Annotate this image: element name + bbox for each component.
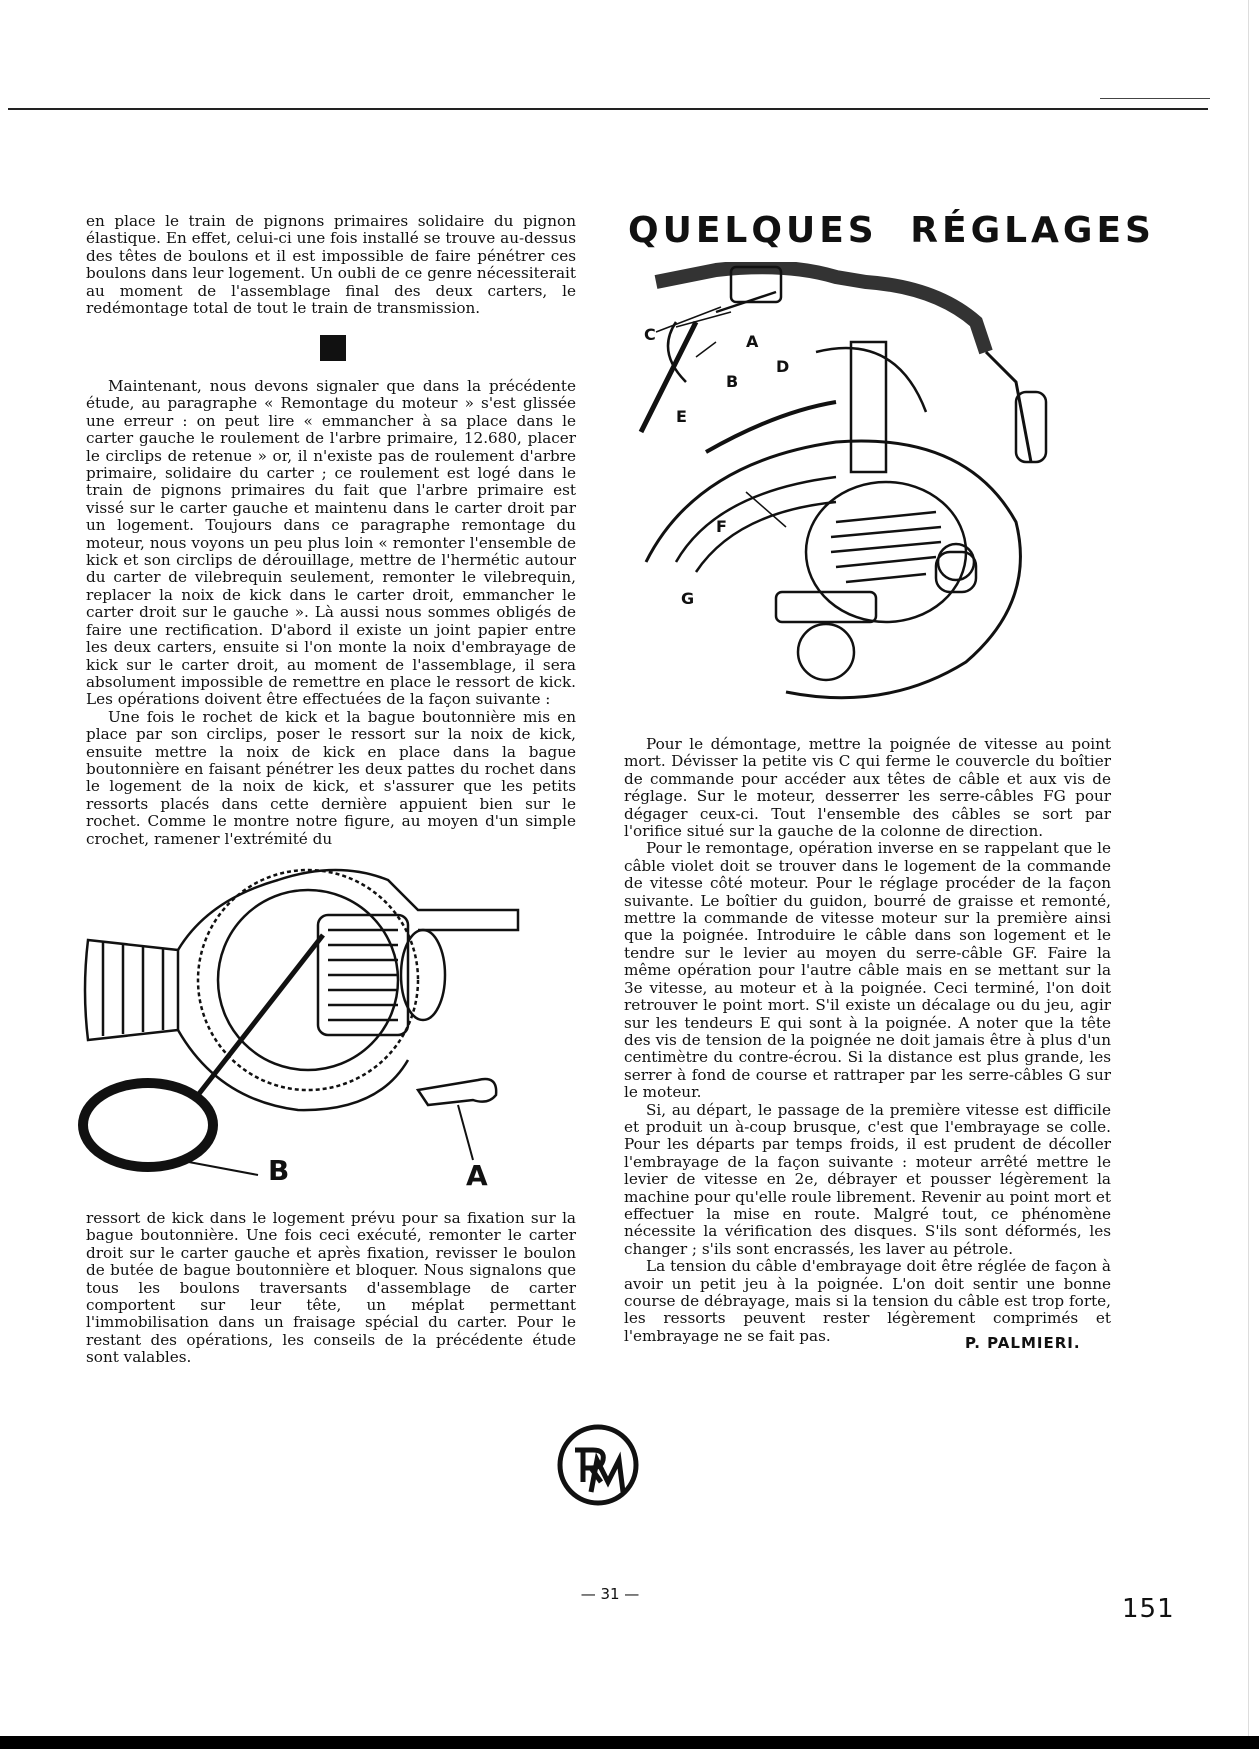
article-title: QUELQUES RÉGLAGES — [628, 210, 1155, 251]
steering-column — [851, 342, 886, 472]
left-intro-text — [86, 213, 576, 317]
fan-grille — [831, 512, 941, 582]
label-c: C — [644, 325, 656, 344]
pointer-a — [458, 1105, 473, 1160]
section-separator-square — [320, 335, 346, 361]
handlebar-engine-figure — [636, 262, 1110, 724]
body-paragraph-2: Une fois le rochet de kick et la bague boutonnière mis en place par son circlips, poser le ressort sur la noix de kick, ensuite mettre la noix de kick en place dans la bague boutonnière en faisant pénétrer les deux pattes du rochet dans le logement de la noix de kick, et s'assurer que les petits ressorts placés dans cette dernière appuient bien sur le rochet. Comme le montre notre figure, au moyen d'un simple crochet, ramener l'extrémité du — [86, 707, 576, 848]
handlebar-bar — [656, 267, 986, 352]
label-e: E — [676, 407, 687, 426]
label-g: G — [681, 589, 695, 608]
right-paragraph-3: Si, au départ, le passage de la première vitesse est difficile et produit un à-coup brusque, c'est que l'embrayage se colle. Pour les départs par temps froids, il est prudent de décoller l'embrayage de la façon suivante : moteur arrêté mettre le levier de vitesse en 2e, débrayer et pousser légèrement la machine pour qu'elle roule librement. Revenir au point mort et effectuer la mise en route. Malgré tout, ce phénomène nécessite la vérification des disques. S'ils sont déformés, les changer ; s'ils sont encrassés, les laver au pétrole. — [624, 1100, 1111, 1258]
label-a: A — [466, 1159, 488, 1190]
inner-ring — [218, 890, 398, 1070]
spring-coils — [328, 930, 398, 1020]
rm-logo — [553, 1420, 643, 1510]
hook-ring — [83, 1083, 213, 1167]
part-a-shape — [418, 1079, 496, 1105]
scan-edge — [1248, 0, 1259, 1749]
cowl-line-1 — [676, 477, 836, 562]
scan-bottom-border — [0, 1736, 1259, 1749]
right-paragraph-1: Pour le démontage, mettre la poignée de vitesse au point mort. Dévisser la petite vis C qui ferme le couvercle du boîtier de commande pour accéder aux têtes de câble et aux vis de réglage. Sur le moteur, desserrer les serre-câbles FG pour dégager ceux-ci. Tout l'ensemble des câbles se sort par l'orifice situé sur la gauche de la colonne de direction. — [624, 735, 1111, 841]
left-body-text — [86, 378, 576, 848]
tail-paragraph: ressort de kick dans le logement prévu pour sa fixation sur la bague boutonnière. Une fois ceci exécuté, remonter le carter droit sur le carter gauche et après fixation, revisser le boulon de butée de bague boutonnière et bloquer. Nous signalons que tous les boulons traversants d'assemblage de carter comportent sur leur tête, un méplat permettant l'immobilisation dans un fraisage spécial du carter. Pour le restant des opérations, les conseils de la précédente étude sont valables. — [86, 1209, 576, 1367]
handlebar-right — [986, 352, 1031, 462]
intro-paragraph: en place le train de pignons primaires solidaire du pignon élastique. En effet, celui-ci une fois installé se trouve au-dessus des têtes de boulons et il est impossible de faire pénétrer ces boulons dans leur logement. Un oubli de ce genre nécessiterait au moment de l'assemblage final des deux carters, le redémontage total de tout le train de transmission. — [86, 212, 576, 318]
body-paragraph-1: Maintenant, nous devons signaler que dans la précédente étude, au paragraphe « Remontage du moteur » s'est glissée une erreur : on peut lire « emmancher à sa place dans le carter gauche le roulement de l'arbre primaire, 12.680, placer le circlips de retenue » or, il n'existe pas de roulement d'arbre primaire, solidaire du carter ; ce roulement est logé dans le train de pignons primaires du fait que l'arbre primaire est vissé sur le carter gauche et maintenu dans le carter droit par un logement. Toujours dans ce paragraphe remontage du moteur, nous voyons un peu plus loin « remonter l'ensemble de kick et son circlips de dérouillage, mettre de l'hermétic autour du carter de vilebrequin seulement, remonter le vilebrequin, replacer la noix de kick dans le carter droit, emmancher le carter droit sur le gauche ». Là aussi nous sommes obligés de faire une rectification. D'abord il existe un joint papier entre les deux carters, ensuite si l'on monte la noix d'embrayage de kick sur le carter droit, au moment de l'assemblage, il sera absolument impossible de remettre en place le ressort de kick. Les opérations doivent être effectuées de la façon suivante : — [86, 377, 576, 709]
label-d: D — [776, 357, 790, 376]
label-b: B — [268, 1154, 290, 1187]
pointer-f — [746, 492, 786, 527]
right-paragraph-2: Pour le remontage, opération inverse en se rappelant que le câble violet doit se trouver dans le logement de la commande de vitesse côté moteur. Pour le réglage procéder de la façon suivante. Le boîtier du guidon, bourré de graisse et remonté, mettre la commande de vitesse moteur sur la première ainsi que la poignée. Introduire le câble dans son logement et le tendre sur le levier au moyen du serre-câble GF. Faire la même opération pour l'autre câble mais en se mettant sur la 3e vitesse, au moteur et à la poignée. Ceci terminé, l'on doit retrouver le point mort. S'il existe un décalage ou du jeu, agir sur les tendeurs E qui sont à la poignée. A noter que la tête des vis de tension de la poignée ne doit jamais être à plus d'un centimètre du contre-écrou. Si la distance est plus grande, les serrer à fond de course et rattraper par les serre-câbles G sur le moteur. — [624, 839, 1111, 1102]
gear-ring — [198, 870, 418, 1090]
label-b: B — [726, 372, 739, 391]
right-body-text — [624, 736, 1111, 1345]
cowl-line-2 — [696, 502, 836, 572]
pointer-b — [178, 1160, 258, 1175]
pointer-c — [656, 307, 721, 332]
fitting — [938, 544, 974, 580]
right-paragraph-4: La tension du câble d'embrayage doit être réglée de façon à avoir un petit jeu à la poignée. L'on doit sentir une bonne course de débrayage, mais si la tension du câble est trop forte, les ressorts peuvent rester légèrement comprimés et l'embrayage ne se fait pas. — [624, 1257, 1111, 1345]
top-rule — [8, 108, 1208, 110]
pointer-b — [696, 342, 716, 357]
grip-ribs — [103, 942, 163, 1036]
handwritten-number: 151 — [1122, 1594, 1175, 1624]
author-signature: P. PALMIERI. — [965, 1334, 1081, 1352]
kick-spring-figure — [78, 860, 598, 1190]
label-f: F — [716, 517, 727, 536]
logo-m — [591, 1460, 623, 1492]
page-number: — 31 — — [580, 1585, 640, 1603]
top-rule-fragment — [1100, 98, 1210, 99]
label-a: A — [746, 332, 759, 351]
engine-boss — [798, 624, 854, 680]
left-tail-text — [86, 1210, 576, 1367]
